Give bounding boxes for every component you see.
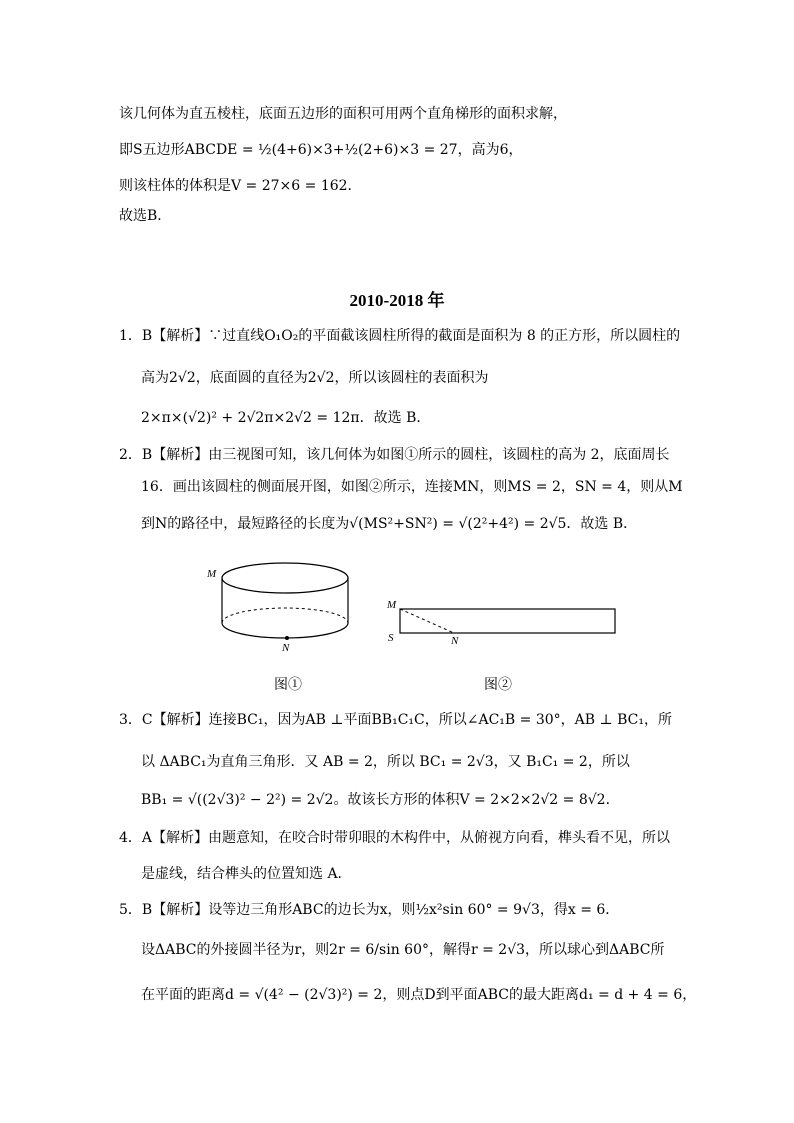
top-line-1: 该几何体为直五棱柱，底面五边形的面积可用两个直角梯形的面积求解， bbox=[119, 106, 567, 122]
q2-line-1: 2．B【解析】由三视图可知，该几何体为如图①所示的圆柱，该圆柱的高为 2，底面周长 bbox=[119, 447, 670, 463]
q2-line-2: 16．画出该圆柱的侧面展开图，如图②所示，连接MN，则MS = 2，SN = 4，则从M bbox=[141, 479, 683, 495]
q1-line-2: 高为2√2，底面圆的直径为2√2，所以该圆柱的表面积为 bbox=[141, 370, 489, 386]
q2-line-3: 到N的路径中，最短路径的长度为√(MS²+SN²) = √(2²+4²) = 2√5．故选 B． bbox=[141, 516, 638, 532]
label-n-fig2: N bbox=[451, 635, 459, 647]
q1-line-3: 2×π×(√2)² + 2√2π×2√2 = 12π．故选 B． bbox=[141, 410, 431, 426]
figure-1-caption: 图① bbox=[274, 677, 302, 693]
q5-line-3: 在平面的距离d = √(4² − (2√3)²) = 2，则点D到平面ABC的最大距离d₁ = d + 4 = 6， bbox=[141, 987, 697, 1003]
label-s-fig2: S bbox=[388, 632, 394, 644]
figure-2-caption: 图② bbox=[484, 677, 512, 693]
top-line-3: 则该柱体的体积是V = 27×6 = 162． bbox=[119, 178, 362, 194]
q3-line-3: BB₁ = √((2√3)² − 2²) = 2√2。故该长方形的体积V = 2×2×2√2 = 8√2． bbox=[141, 792, 620, 808]
q3-line-2: 以 ΔABC₁为直角三角形．又 AB = 2，所以 BC₁ = 2√3，又 B₁C₁ = 2，所以 bbox=[141, 754, 630, 770]
label-m-fig2: M bbox=[387, 599, 397, 611]
q5-line-1: 5．B【解析】设等边三角形ABC的边长为x，则½x²sin 60° = 9√3，得x = 6． bbox=[119, 902, 620, 918]
section-title: 2010-2018 年 bbox=[349, 291, 445, 310]
top-line-2: 即S五边形ABCDE = ½(4+6)×3+½(2+6)×3 = 27，高为6， bbox=[119, 142, 523, 158]
q4-line-1: 4．A【解析】由题意知，在咬合时带卯眼的木构件中，从俯视方向看，榫头看不见，所以 bbox=[119, 830, 671, 846]
label-n-fig1: N bbox=[282, 642, 290, 654]
q1-line-1: 1．B【解析】∵过直线O₁O₂的平面截该圆柱所得的截面是面积为 8 的正方形，所以圆柱的 bbox=[119, 328, 681, 344]
q5-line-2: 设ΔABC的外接圆半径为r，则2r = 6/sin 60°，解得r = 2√3，所以球心到ΔABC所 bbox=[141, 942, 665, 958]
figure-2-unfolded bbox=[382, 596, 622, 648]
label-m-fig1: M bbox=[207, 568, 217, 580]
top-line-4: 故选B． bbox=[119, 208, 172, 224]
figure-1-cylinder bbox=[205, 558, 365, 658]
q4-line-2: 是虚线，结合榫头的位置知选 A． bbox=[141, 866, 352, 882]
q3-line-1: 3．C【解析】连接BC₁，因为AB ⊥平面BB₁C₁C，所以∠AC₁B = 30°，AB ⊥ BC₁，所 bbox=[119, 712, 672, 728]
